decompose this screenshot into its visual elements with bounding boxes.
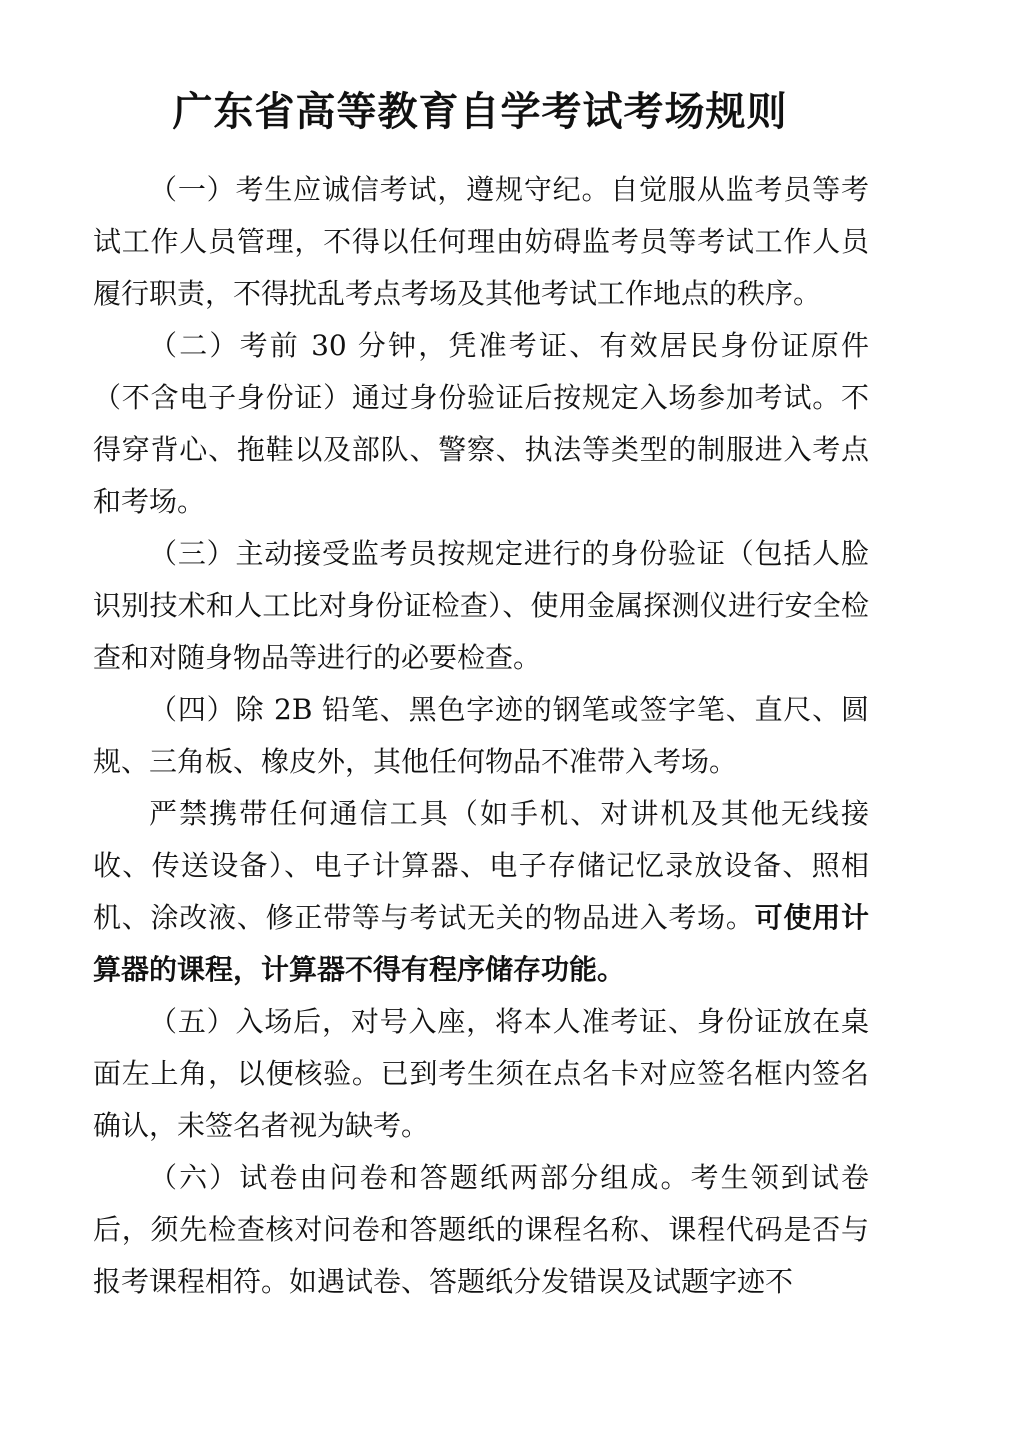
calculator-rule-emphasis: 可使用计算器的课程，计算器不得有程序储存功能。 [93, 901, 869, 986]
rule-text: （五）入场后，对号入座，将本人准考证、身份证放在桌面左上角，以便核验。已到考生须在点名卡对应签名框内签名确认，未签名者视为缺考。 [93, 1005, 869, 1142]
rule-paragraph-6 [93, 996, 869, 1152]
rule-text: （二）考前 30 分钟，凭准考证、有效居民身份证原件（不含电子身份证）通过身份验证后按规定入场参加考试。不得穿背心、拖鞋以及部队、警察、执法等类型的制服进入考点和考场。 [93, 329, 869, 518]
rule-paragraph-4 [93, 684, 869, 788]
rule-paragraph-1 [93, 164, 869, 320]
rule-paragraph-2 [93, 320, 869, 528]
rule-text: （三）主动接受监考员按规定进行的身份验证（包括人脸识别技术和人工比对身份证检查）、使用金属探测仪进行安全检查和对随身物品等进行的必要检查。 [93, 537, 869, 674]
rule-paragraph-3 [93, 528, 869, 684]
rule-text: （一）考生应诚信考试，遵规守纪。自觉服从监考员等考试工作人员管理，不得以任何理由妨碍监考员等考试工作人员履行职责，不得扰乱考点考场及其他考试工作地点的秩序。 [93, 173, 869, 310]
rule-text: 严禁携带任何通信工具（如手机、对讲机及其他无线接收、传送设备）、电子计算器、电子存储记忆录放设备、照相机、涂改液、修正带等与考试无关的物品进入考场。 [93, 797, 869, 934]
rule-paragraph-7 [93, 1152, 869, 1308]
rule-text: （四）除 2B 铅笔、黑色字迹的钢笔或签字笔、直尺、圆规、三角板、橡皮外，其他任何物品不准带入考场。 [93, 693, 869, 778]
rule-text: （六）试卷由问卷和答题纸两部分组成。考生领到试卷后，须先检查核对问卷和答题纸的课程名称、课程代码是否与报考课程相符。如遇试卷、答题纸分发错误及试题字迹不 [93, 1161, 869, 1298]
document-body [93, 164, 869, 1308]
rule-paragraph-5 [93, 788, 869, 996]
document-title: 广东省高等教育自学考试考场规则 [172, 88, 788, 135]
